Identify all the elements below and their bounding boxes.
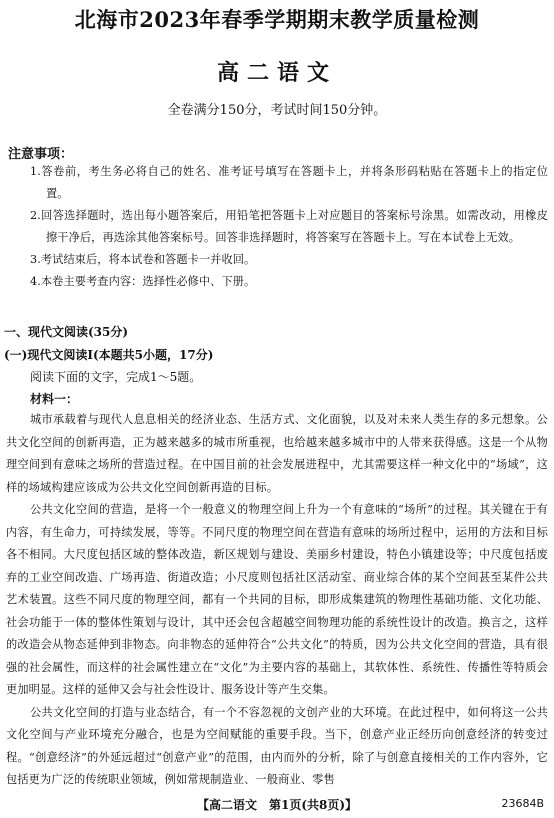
section-heading: 一、现代文阅读(35分) [4,325,129,339]
subject-title: 高二语文 [216,60,337,86]
notice-item: 2.回答选择题时，选出每小题答案后，用铅笔把答题卡上对应题目的答案标号涂黑。如需改动，用橡皮擦干净后，再选涂其他答案标号。回答非选择题时，将答案写在答题卡上。写在本试卷上无效。 [30,209,548,244]
paragraph: 公共文化空间的营造，是将一个一般意义的物理空间上升为一个有意味的“场所”的过程。其关键在于有内容，有生命力，可持续发展，等等。不同尺度的物理空间在营造有意味的场所过程中，运用的方法和目标各不相同。大尺度包括区域的整体改造，新区规划与建设、美丽乡村建设，特色小镇建设等；中尺度包括废弃的工业空间改造、广场再造、街道改造；小尺度则包括社区活动室、商业综合体的某个空间甚至某件公共艺术装置。这些不同尺度的物理空间，都有一个共同的目标，即形成集建筑的物理性基础功能、文化功能、社会功能于一体的整体性策划与设计，其中还会包含超越空间物理功能的系统性设计的改造。换言之，这样的改造会从物态延伸到非物态。向非物态的延伸符合“公共文化”的特质，因为公共文化空间的营造，具有很强的社会属性，而这样的社会属性建立在“文化”为主要内容的基础上，其软体性、系统性、传播性等特质会更加明显。这样的延伸又会与社会性设计、服务设计等产生交集。 [6,503,548,696]
exam-title: 北海市2023年春季学期期末教学质量检测 [74,7,480,32]
exam-meta: 全卷满分150分，考试时间150分钟。 [167,103,387,118]
paragraph: 城市承载着与现代人息息相关的经济业态、生活方式、文化面貌，以及对未来人类生存的多元想象。公共文化空间的创新再造，正为越来越多的城市所重视，也给越来越多城市中的人带来获得感。这是一个从物理空间到有意味之场所的营造过程。在中国目前的社会发展进程中，尤其需要这样一种文化中的“场域”，这样的场域构建应该成为公共文化空间创新再造的目标。 [6,413,548,494]
paper-code: 23684B [501,797,544,810]
material-label: 材料一： [30,392,79,406]
page-footer: 【高二语文 第1页(共8页)】 [196,798,358,812]
notice-item: 1.答卷前，考生务必将自己的姓名、准考证号填写在答题卡上，并将条形码粘贴在答题卡上的指定位置。 [30,165,548,200]
notice-item: 3.考试结束后，将本试卷和答题卡一并收回。 [30,253,256,266]
notice-heading: 注意事项： [8,147,74,162]
reading-instruction: 阅读下面的文字，完成1～5题。 [30,370,202,384]
paragraph: 公共文化空间的打造与业态结合，有一个不容忽视的文创产业的大环境。在此过程中，如何将这一公共文化空间与产业环境充分融合，也是为空间赋能的重要手段。当下，创意产业正经历向创意经济的转变过程。“创意经济”的外延远超过“创意产业”的范围，由内而外的分析，除了与创意直接相关的工作内容外，它包括更为广泛的传统职业领域，例如常规制造业、一般商业、零售 [6,705,548,786]
notice-list [30,161,548,293]
material-body [6,409,548,792]
subsection-heading: (一)现代文阅读Ⅰ(本题共5小题，17分) [4,348,214,362]
notice-item: 4.本卷主要考查内容：选择性必修中、下册。 [30,275,256,288]
